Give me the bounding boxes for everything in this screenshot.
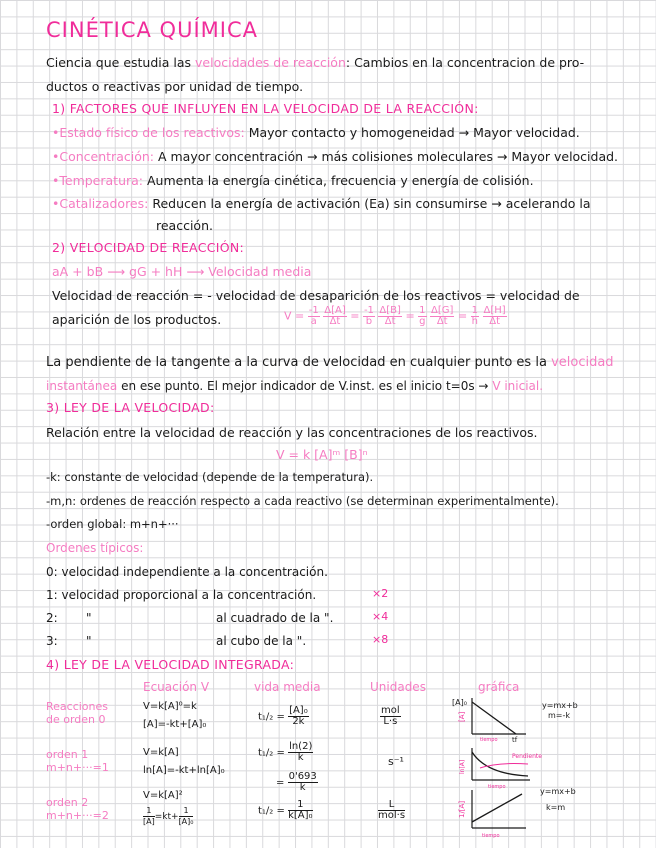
delta-a-num: Δ[A] bbox=[324, 305, 346, 316]
factor-text: Mayor contacto y homogeneidad → Mayor velocidad. bbox=[248, 125, 580, 140]
y-label: 1/[A] bbox=[458, 800, 466, 818]
x-label: tiempo bbox=[480, 737, 498, 742]
row-order-0-eq bbox=[143, 698, 206, 734]
intro-text-b: : Cambios en la concentracion de pro- bbox=[345, 55, 585, 70]
section-4-heading: 4) LEY DE LA VELOCIDAD INTEGRADA: bbox=[46, 657, 295, 672]
row-label-2: m+n+···=1 bbox=[46, 761, 109, 774]
slope-tag: Pendiente bbox=[512, 753, 542, 760]
x-label: tiempo bbox=[482, 833, 500, 839]
delta-g-den: Δt bbox=[436, 316, 448, 327]
data-line bbox=[472, 702, 516, 734]
section-1-heading: 1) FACTORES QUE INFLUYEN EN LA VELOCIDAD DE LA REACCIÓN: bbox=[52, 101, 479, 116]
order-0 bbox=[46, 564, 328, 580]
order-text: velocidad proporcional a la concentración. bbox=[61, 588, 317, 602]
rate-law-relation: Relación entre la velocidad de reacción y las concentraciones de los reactivos. bbox=[46, 425, 538, 440]
integrated-eq: [A]=-kt+[A]₀ bbox=[143, 719, 207, 730]
half-life-eq: = bbox=[276, 777, 285, 789]
section-3-heading: 3) LEY DE LA VELOCIDAD: bbox=[46, 400, 215, 415]
col-units: Unidades bbox=[370, 680, 426, 694]
row-label-1: orden 2 bbox=[46, 796, 89, 809]
eq-den: [A]₀ bbox=[178, 817, 194, 826]
row-order-0-label bbox=[46, 700, 108, 726]
line-eq: y=mx+b bbox=[542, 701, 578, 710]
half-life-den: k bbox=[299, 782, 306, 793]
row-order-2-eq2 bbox=[143, 806, 193, 827]
row-label-1: Reacciones bbox=[46, 700, 109, 713]
unit-den: L·s bbox=[383, 716, 398, 727]
factor-label: •Temperatura: bbox=[52, 173, 144, 188]
row-order-1-label bbox=[46, 748, 109, 774]
slope-text: en ese punto. El mejor indicador de V.inst. es el inicio t=0s → bbox=[121, 379, 489, 393]
coef-a-den: a bbox=[310, 316, 317, 327]
row-order-2-units bbox=[378, 800, 405, 821]
coef-h-num: 1 bbox=[471, 305, 479, 316]
half-life-den: 2k bbox=[292, 716, 305, 727]
factor-concentration bbox=[52, 149, 618, 165]
row-order-0-half bbox=[258, 706, 309, 727]
y-label: [A] bbox=[458, 711, 466, 722]
coef-b-num: -1 bbox=[363, 305, 374, 316]
half-life-den: k bbox=[297, 752, 304, 763]
eq-num: 1 bbox=[143, 806, 155, 817]
graph-order-1 bbox=[450, 744, 590, 792]
delta-b-den: Δt bbox=[384, 316, 396, 327]
rate-definition-2: aparición de los productos. bbox=[52, 312, 222, 327]
x-label: tiempo bbox=[488, 784, 506, 790]
factor-catalysts bbox=[52, 196, 591, 212]
slope-eq: m=-k bbox=[548, 711, 571, 720]
page-title: CINÉTICA QUÍMICA bbox=[46, 18, 258, 42]
delta-g-num: Δ[G] bbox=[431, 305, 454, 316]
half-life-den: k[A]₀ bbox=[288, 810, 313, 821]
delta-h-num: Δ[H] bbox=[483, 305, 506, 316]
delta-a-den: Δt bbox=[329, 316, 341, 327]
coef-g-den: g bbox=[419, 316, 426, 327]
row-order-1-eq bbox=[143, 744, 225, 780]
intro-highlight: velocidades de reacción bbox=[195, 55, 346, 70]
col-graph: gráfica bbox=[478, 680, 520, 694]
order-number: 1: bbox=[46, 588, 58, 602]
coef-g-num: 1 bbox=[419, 305, 426, 316]
row-order-0-units bbox=[380, 706, 401, 727]
col-half-life: vida media bbox=[254, 680, 321, 694]
graph-order-0 bbox=[450, 694, 590, 742]
eq-mid: =kt+ bbox=[154, 812, 179, 822]
rate-formula bbox=[284, 306, 507, 327]
rate-eq: V=k[A] bbox=[143, 747, 179, 758]
order-3-factor: ×8 bbox=[372, 633, 389, 646]
unit-num: L bbox=[378, 800, 405, 811]
coef-a-num: -1 bbox=[308, 305, 319, 316]
order-2-factor: ×4 bbox=[372, 610, 389, 623]
coef-h-den: h bbox=[471, 316, 479, 327]
formula-eq: = bbox=[350, 309, 360, 323]
order-text: velocidad independiente a la concentración. bbox=[61, 565, 328, 579]
slope-highlight: instantánea bbox=[46, 379, 118, 393]
eq-num: 1 bbox=[179, 806, 194, 817]
half-life-num: 1 bbox=[288, 800, 312, 811]
coef-b-den: b bbox=[365, 316, 373, 327]
reaction-orders: -m,n: ordenes de reacción respecto a cada reactivo (se determinan experimentalmente). bbox=[46, 494, 559, 508]
data-line bbox=[472, 794, 522, 822]
order-2-text: al cuadrado de la ". bbox=[216, 611, 334, 625]
row-label-2: m+n+···=2 bbox=[46, 809, 109, 822]
rate-law: V = k [A]ᵐ [B]ⁿ bbox=[276, 447, 368, 462]
slope-eq: k=m bbox=[546, 803, 566, 812]
intro-text-a: Ciencia que estudia las bbox=[46, 55, 192, 70]
rate-eq: V=k[A]⁰=k bbox=[143, 701, 197, 712]
slope-highlight: velocidad bbox=[551, 355, 614, 370]
initial-velocity: V inicial. bbox=[492, 379, 544, 393]
intro-line-1 bbox=[46, 55, 584, 71]
row-order-2-eq1: V=k[A]² bbox=[143, 790, 183, 801]
formula-eq: = bbox=[405, 309, 415, 323]
y-label: ln[A] bbox=[459, 759, 466, 774]
order-number: 0: bbox=[46, 565, 58, 579]
unit-num: mol bbox=[381, 705, 400, 716]
order-3-text: al cubo de la ". bbox=[216, 634, 307, 648]
slope-line-2 bbox=[46, 378, 543, 394]
tf-label: tf bbox=[512, 736, 518, 742]
delta-h-den: Δt bbox=[489, 316, 500, 327]
row-label-2: de orden 0 bbox=[46, 713, 106, 726]
order-2-number: 2: bbox=[46, 611, 58, 625]
slope-text: La pendiente de la tangente a la curva de velocidad en cualquier punto es la bbox=[46, 355, 547, 370]
row-order-2-label bbox=[46, 796, 109, 822]
global-order: -orden global: m+n+··· bbox=[46, 517, 179, 531]
line-eq: y=mx+b bbox=[540, 787, 576, 796]
unit-den: mol·s bbox=[378, 810, 406, 821]
factor-text: Aumenta la energía cinética, frecuencia y energía de colisión. bbox=[147, 173, 534, 188]
row-order-2-half bbox=[258, 800, 313, 821]
delta-b-num: Δ[B] bbox=[379, 305, 401, 316]
eq-den: [A] bbox=[143, 817, 155, 826]
half-life-label: t₁/₂ = bbox=[258, 747, 285, 759]
half-life-num: [A]₀ bbox=[289, 705, 308, 716]
half-life-label: t₁/₂ = bbox=[258, 711, 285, 723]
row-order-1-half bbox=[258, 742, 313, 763]
order-1 bbox=[46, 587, 316, 603]
factor-text: A mayor concentración → más colisiones moleculares → Mayor velocidad. bbox=[157, 149, 619, 164]
tangent-line bbox=[480, 764, 528, 769]
order-3-number: 3: bbox=[46, 634, 58, 648]
factor-temperature bbox=[52, 173, 534, 189]
intro-line-2: ductos o reactivas por unidad de tiempo. bbox=[46, 79, 304, 94]
half-life-num: 0'693 bbox=[288, 771, 317, 782]
row-label-1: orden 1 bbox=[46, 748, 89, 761]
reaction-equation: aA + bB ⟶ gG + hH ⟶ Velocidad media bbox=[52, 264, 312, 279]
graph-order-2 bbox=[450, 786, 590, 840]
row-order-1-half-2 bbox=[276, 772, 318, 793]
y-intercept: [A]₀ bbox=[452, 698, 467, 707]
formula-v: V = bbox=[284, 309, 305, 323]
half-life-label: t₁/₂ = bbox=[258, 805, 285, 817]
factor-label: •Catalizadores: bbox=[52, 196, 149, 211]
row-order-1-units: s⁻¹ bbox=[388, 755, 404, 768]
factor-physical-state bbox=[52, 125, 580, 141]
factor-label: •Concentración: bbox=[52, 149, 154, 164]
factor-catalysts-cont: reacción. bbox=[156, 218, 213, 233]
half-life-num: ln(2) bbox=[289, 741, 313, 752]
col-equation: Ecuación V bbox=[143, 680, 210, 694]
typical-orders-heading: Ordenes típicos: bbox=[46, 541, 144, 555]
factor-text: Reducen la energía de activación (Ea) sin consumirse → acelerando la bbox=[152, 196, 591, 211]
order-1-factor: ×2 bbox=[372, 587, 389, 600]
section-2-heading: 2) VELOCIDAD DE REACCIÓN: bbox=[52, 240, 245, 255]
formula-eq: = bbox=[457, 309, 468, 323]
order-2-ditto: " bbox=[86, 611, 92, 625]
order-3-ditto: " bbox=[86, 634, 92, 648]
rate-constant: -k: constante de velocidad (depende de la temperatura). bbox=[46, 470, 374, 484]
integrated-eq: ln[A]=-kt+ln[A]₀ bbox=[143, 765, 225, 776]
factor-label: •Estado físico de los reactivos: bbox=[52, 125, 245, 140]
slope-line-1 bbox=[46, 355, 614, 371]
rate-definition-1: Velocidad de reacción = - velocidad de desaparición de los reactivos = velocidad de bbox=[52, 288, 580, 303]
